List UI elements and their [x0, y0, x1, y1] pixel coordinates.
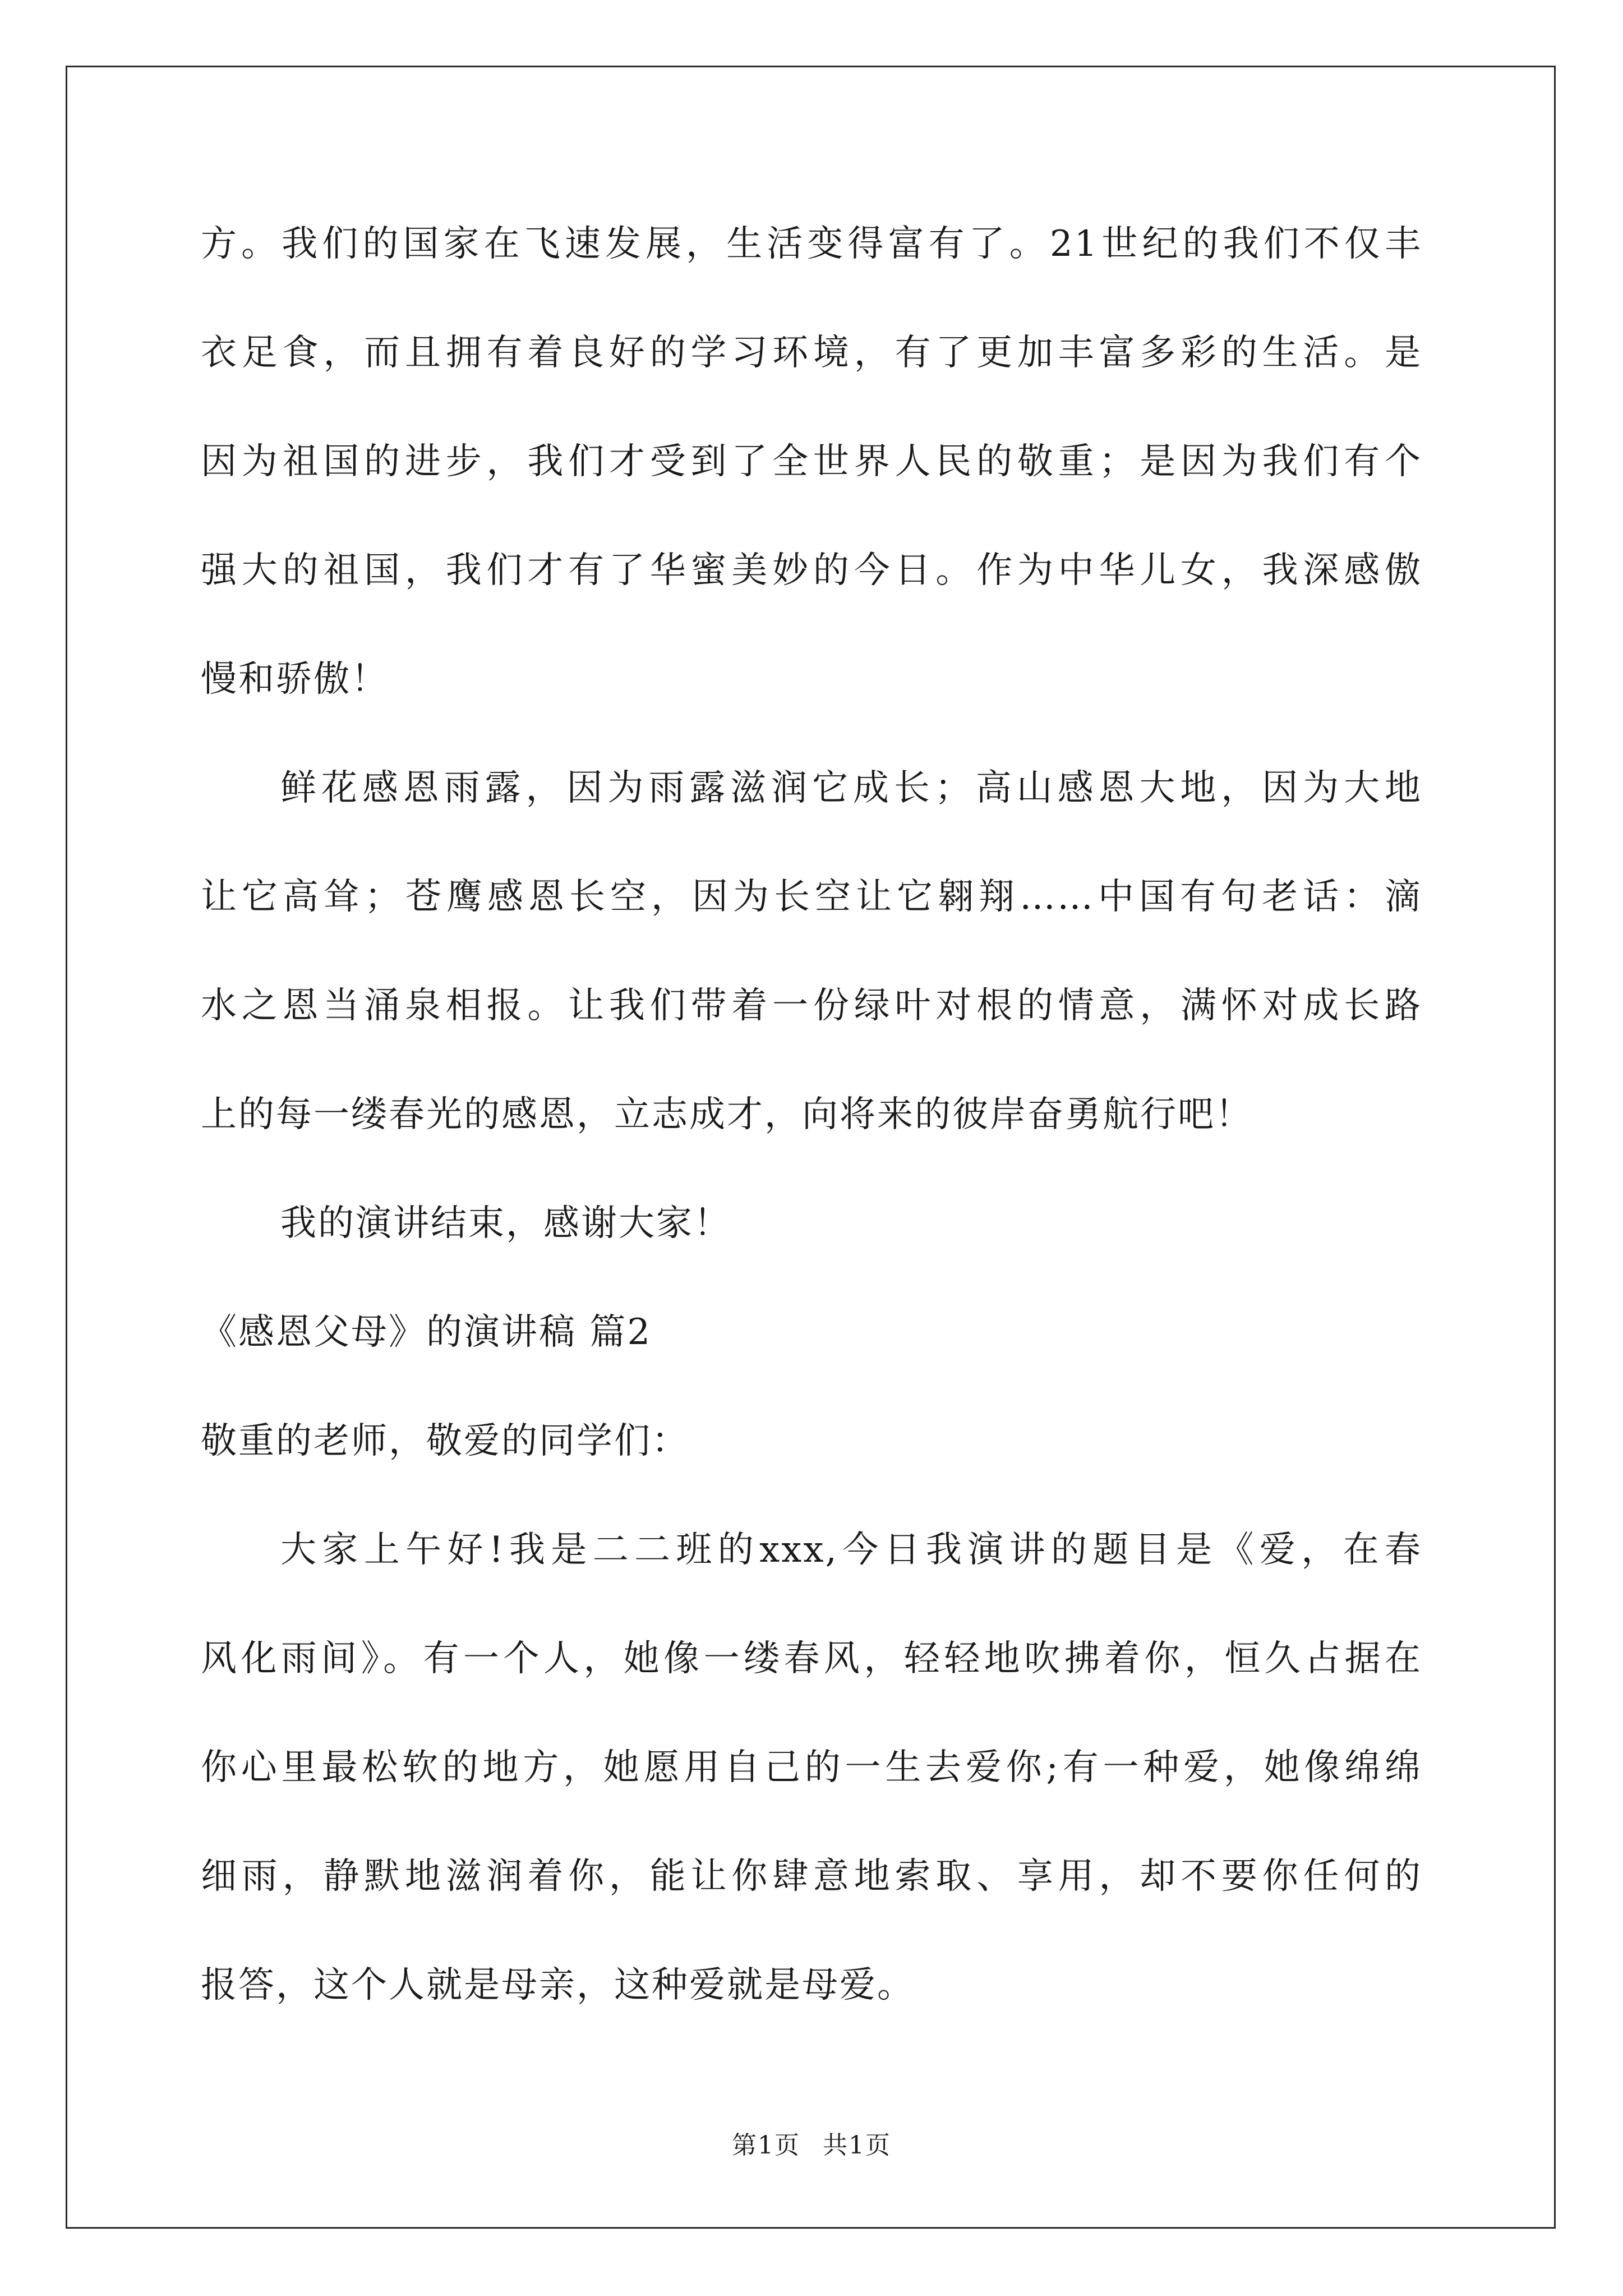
text-line: 让它高耸；苍鹰感恩长空，因为长空让它翱翔……中国有句老话：滴 — [201, 876, 1422, 918]
section-heading: 《感恩父母》的演讲稿 篇2 — [201, 1312, 652, 1353]
page-total: 共1页 — [823, 2131, 891, 2160]
text-line: 大家上午好!我是二二班的xxx,今日我演讲的题目是《爱，在春 — [280, 1529, 1422, 1571]
salutation: 敬重的老师，敬爱的同学们： — [201, 1420, 689, 1462]
text-line: 细雨，静默地滋润着你，能让你肆意地索取、享用，却不要你任何的 — [201, 1856, 1422, 1897]
text-line: 慢和骄傲！ — [201, 659, 389, 700]
page-footer — [0, 2129, 1623, 2162]
text-line: 方。我们的国家在飞速发展，生活变得富有了。21世纪的我们不仅丰 — [201, 223, 1422, 265]
text-line: 衣足食，而且拥有着良好的学习环境，有了更加丰富多彩的生活。是 — [201, 332, 1422, 374]
text-line: 强大的祖国，我们才有了华蜜美妙的今日。作为中华儿女，我深感傲 — [201, 550, 1422, 591]
page-number: 第1页 — [732, 2131, 800, 2160]
text-line: 风化雨间》。有一个人，她像一缕春风，轻轻地吹拂着你，恒久占据在 — [201, 1638, 1422, 1680]
text-line: 因为祖国的进步，我们才受到了全世界人民的敬重；是因为我们有个 — [201, 441, 1422, 482]
text-line: 我的演讲结束，感谢大家！ — [280, 1203, 731, 1244]
text-line: 水之恩当涌泉相报。让我们带着一份绿叶对根的情意，满怀对成长路 — [201, 985, 1422, 1027]
text-line: 上的每一缕春光的感恩，立志成才，向将来的彼岸奋勇航行吧！ — [201, 1094, 1253, 1135]
text-line: 鲜花感恩雨露，因为雨露滋润它成长；高山感恩大地，因为大地 — [280, 767, 1422, 809]
text-line: 你心里最松软的地方，她愿用自己的一生去爱你;有一种爱，她像绵绵 — [201, 1747, 1422, 1788]
document-body — [201, 214, 1422, 2064]
text-line: 报答，这个人就是母亲，这种爱就是母爱。 — [201, 1964, 915, 2006]
